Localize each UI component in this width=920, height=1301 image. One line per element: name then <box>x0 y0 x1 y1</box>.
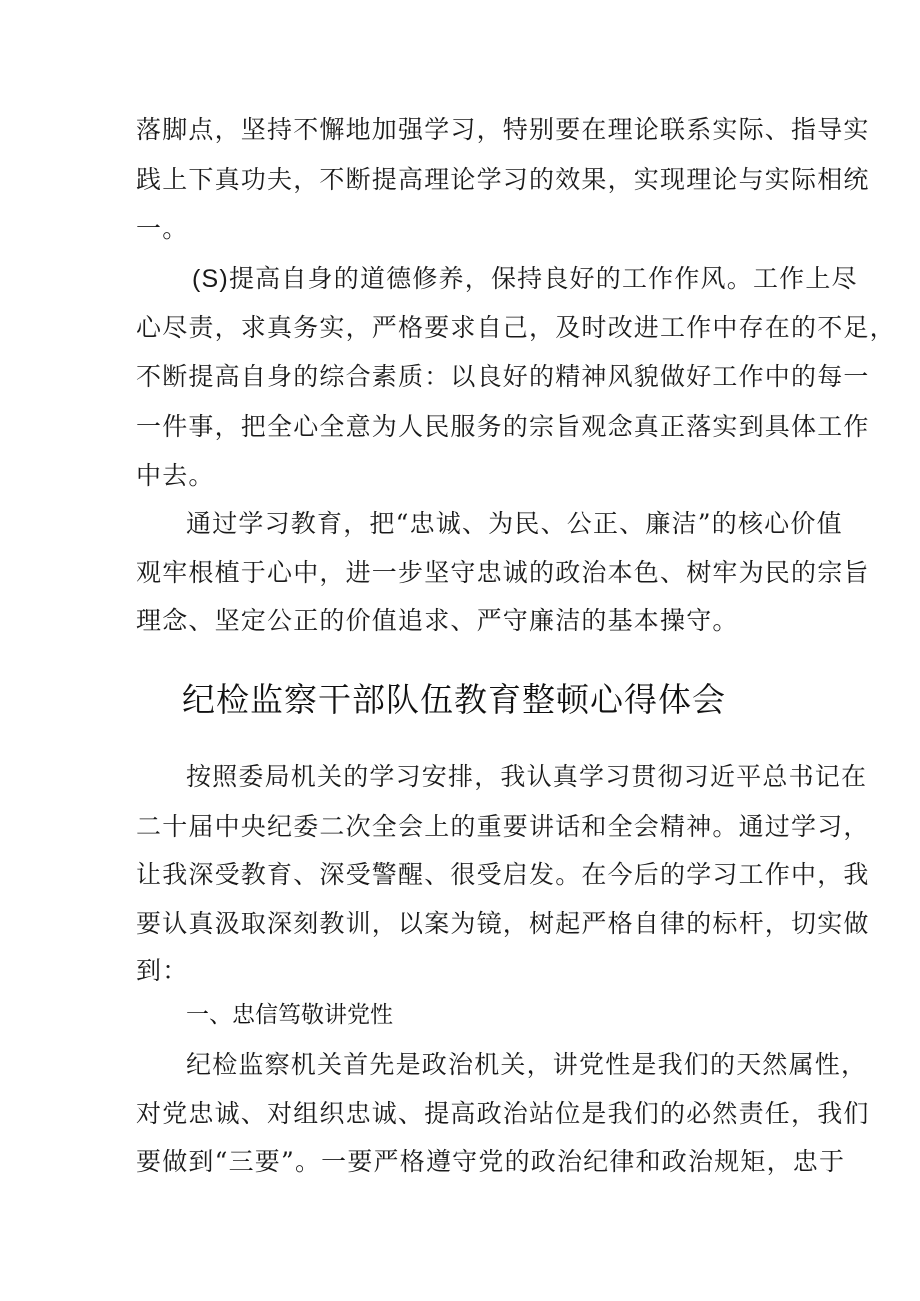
text-line: 要做到“三要”。一要严格遵守党的政治纪律和政治规矩，忠于 <box>136 1147 846 1176</box>
text-line: 理念、坚定公正的价值追求、严守廉洁的基本操守。 <box>136 606 739 635</box>
text-line: 践上下真功夫，不断提高理论学习的效果，实现理论与实际相统 <box>136 165 870 194</box>
text-line: 二十届中央纪委二次全会上的重要讲话和全会精神。通过学习， <box>136 812 870 841</box>
section-heading: 一、忠信笃敬讲党性 <box>186 1002 393 1028</box>
text-line: 中去。 <box>136 461 215 490</box>
text-line: 通过学习教育，把“忠诚、为民、公正、廉洁”的核心价值 <box>186 509 843 538</box>
text-line: 一件事，把全心全意为人民服务的宗旨观念真正落实到具体工作 <box>136 412 870 441</box>
text-line: 到： <box>136 956 189 985</box>
text-line: 按照委局机关的学习安排，我认真学习贯彻习近平总书记在 <box>186 762 868 791</box>
text-line: 让我深受教育、深受警醒、很受启发。在今后的学习工作中，我 <box>136 860 870 889</box>
text-line: 对党忠诚、对组织忠诚、提高政治站位是我们的必然责任，我们 <box>136 1099 870 1128</box>
text-line: 落脚点，坚持不懈地加强学习，特别要在理论联系实际、指导实 <box>136 115 870 144</box>
text-line: 一。 <box>136 214 189 243</box>
text-line: 不断提高自身的综合素质：以良好的精神风貌做好工作中的每一 <box>136 362 870 391</box>
text-line <box>192 262 858 296</box>
list-marker: (S) <box>192 265 229 293</box>
text-line-content: 提高自身的道德修养，保持良好的工作作风。工作上尽 <box>228 264 858 293</box>
text-line: 纪检监察机关首先是政治机关，讲党性是我们的天然属性， <box>186 1050 868 1079</box>
article-title: 纪检监察干部队伍教育整顿心得体会 <box>182 680 726 719</box>
text-line: 要认真汲取深刻教训，以案为镜，树起严格自律的标杆，切实做 <box>136 909 870 938</box>
text-line: 观牢根植于心中，进一步坚守忠诚的政治本色、树牢为民的宗旨 <box>136 558 870 587</box>
text-line: 心尽责，求真务实，严格要求自己，及时改进工作中存在的不足， <box>136 313 896 342</box>
